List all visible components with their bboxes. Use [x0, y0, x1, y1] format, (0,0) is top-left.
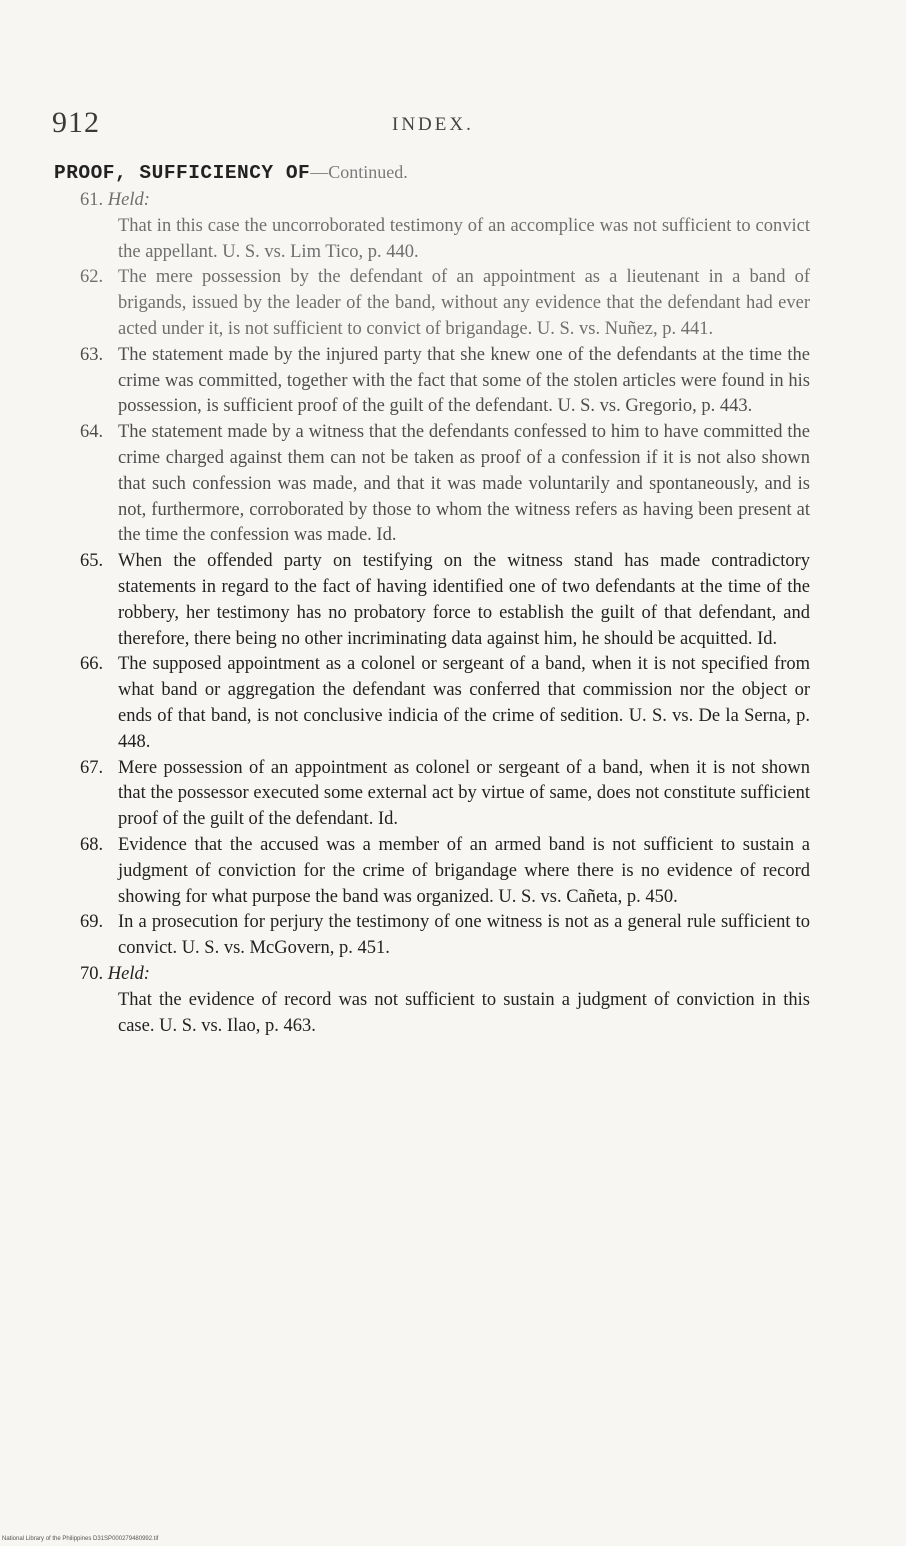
entry-text: That the evidence of record was not sufficient to sustain a judgment of conviction in this case. U. S. vs. Ilao, p. 463. [118, 989, 810, 1036]
section-heading [54, 162, 408, 184]
index-entry-61 [80, 188, 810, 265]
index-entry-67 [80, 756, 810, 833]
scan-footer: National Library of the Philippines D31SP000279480992.tif [2, 1536, 159, 1542]
index-entry-64 [80, 420, 810, 549]
entry-text: When the offended party on testifying on the witness stand has made contradictory statements in regard to the fact of having identified one of two defendants at the time of the robbery, her testimony has no probatory force to establish the guilt of that defendant, and therefore, there being no other incriminating data against him, he should be acquitted. Id. [118, 551, 810, 649]
entry-number: 70. [80, 963, 104, 984]
entry-text: That in this case the uncorroborated testimony of an accomplice was not sufficient to convict the appellant. U. S. vs. Lim Tico, p. 440. [118, 215, 810, 262]
page-number: 912 [52, 106, 100, 139]
entry-text: The statement made by the injured party that she knew one of the defendants at the time the crime was committed, together with the fact that some of the stolen articles were found in his possession, is sufficient proof of the guilt of the defendant. U. S. vs. Gregorio, p. 443. [118, 344, 810, 417]
entry-text: Mere possession of an appointment as colonel or sergeant of a band, when it is not shown that the possessor executed some external act by virtue of same, does not constitute sufficient proof of the guilt of the defendant. Id. [118, 757, 810, 830]
section-heading-continued: —Continued. [310, 162, 408, 182]
entry-text: The supposed appointment as a colonel or sergeant of a band, when it is not specified from what band or aggregation the defendant was conferred that commission nor the object or ends of that band, is not conclusive indicia of the crime of sedition. U. S. vs. De la Serna, p. 448. [118, 654, 810, 752]
entry-number: 61. [80, 190, 104, 210]
section-heading-title: PROOF, SUFFICIENCY OF [54, 162, 311, 184]
entry-number: 68. [80, 834, 104, 855]
entry-number: 67. [80, 757, 104, 778]
index-entry-70 [80, 962, 810, 1039]
index-entry-66 [80, 652, 810, 755]
index-entries [80, 188, 810, 1039]
entry-number: 65. [80, 551, 104, 572]
index-entry-69 [80, 910, 810, 962]
index-entry-68 [80, 833, 810, 910]
entry-number: 62. [80, 267, 104, 288]
entry-number: 69. [80, 912, 104, 933]
held-label: Held: [107, 190, 150, 210]
entry-text: In a prosecution for perjury the testimony of one witness is not as a general rule sufficient to convict. U. S. vs. McGovern, p. 451. [118, 912, 810, 959]
entry-text: The mere possession by the defendant of an appointment as a lieutenant in a band of brigands, issued by the leader of the band, without any evidence that the defendant had ever acted under it, is not sufficient to convict of brigandage. U. S. vs. Nuñez, p. 441. [118, 267, 810, 339]
entry-number: 64. [80, 422, 104, 443]
index-entry-63 [80, 343, 810, 420]
entry-number: 66. [80, 654, 104, 675]
index-entry-65 [80, 549, 810, 652]
entry-text: Evidence that the accused was a member of an armed band is not sufficient to sustain a judgment of conviction for the crime of brigandage where there is no evidence of record showing for what purpose the band was organized. U. S. vs. Cañeta, p. 450. [118, 834, 810, 907]
entry-text: The statement made by a witness that the defendants confessed to him to have committed the crime charged against them can not be taken as proof of a confession if it is not also shown that such confession was made, and that it was made voluntarily and spontaneously, and is not, furthermore, corroborated by those to whom the witness refers as having been present at the time the confession was made. Id. [118, 422, 810, 546]
held-label: Held: [107, 963, 150, 984]
index-entry-62 [80, 265, 810, 342]
running-head: INDEX. [392, 114, 474, 135]
entry-number: 63. [80, 344, 104, 365]
